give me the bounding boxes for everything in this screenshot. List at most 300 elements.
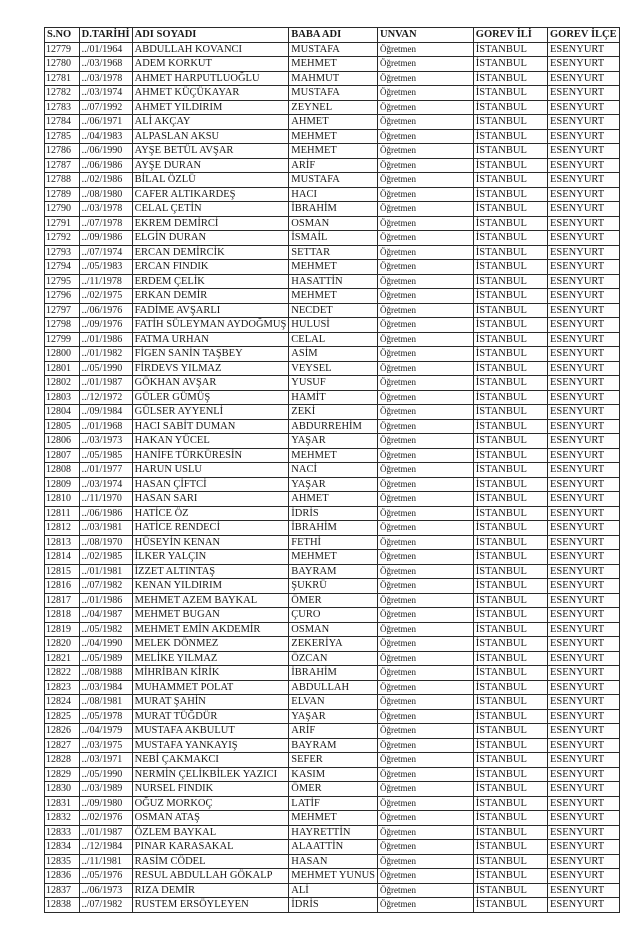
cell-birth-date: ../01/1981	[79, 564, 132, 579]
table-row	[45, 753, 620, 768]
cell-district: ESENYURT	[548, 42, 620, 57]
cell-sno: 12818	[45, 608, 80, 623]
cell-father-name: YAŞAR	[289, 709, 378, 724]
header-birth-date: D.TARİHİ	[79, 28, 132, 43]
cell-title: Öğretmen	[378, 448, 474, 463]
table-row	[45, 115, 620, 130]
cell-father-name: MEHMET YUNUS	[289, 869, 378, 884]
cell-district: ESENYURT	[548, 158, 620, 173]
cell-father-name: ARİF	[289, 158, 378, 173]
cell-province: İSTANBUL	[473, 187, 547, 202]
cell-birth-date: ../12/1972	[79, 390, 132, 405]
cell-province: İSTANBUL	[473, 216, 547, 231]
cell-title: Öğretmen	[378, 463, 474, 478]
cell-province: İSTANBUL	[473, 564, 547, 579]
table-row	[45, 738, 620, 753]
cell-sno: 12796	[45, 289, 80, 304]
cell-province: İSTANBUL	[473, 376, 547, 391]
cell-district: ESENYURT	[548, 709, 620, 724]
cell-sno: 12817	[45, 593, 80, 608]
cell-birth-date: ../02/1975	[79, 289, 132, 304]
cell-province: İSTANBUL	[473, 535, 547, 550]
cell-sno: 12784	[45, 115, 80, 130]
cell-province: İSTANBUL	[473, 332, 547, 347]
cell-father-name: YAŞAR	[289, 434, 378, 449]
cell-father-name: HAMİT	[289, 390, 378, 405]
table-row	[45, 173, 620, 188]
cell-title: Öğretmen	[378, 869, 474, 884]
cell-title: Öğretmen	[378, 564, 474, 579]
cell-title: Öğretmen	[378, 390, 474, 405]
cell-sno: 12799	[45, 332, 80, 347]
cell-district: ESENYURT	[548, 854, 620, 869]
cell-province: İSTANBUL	[473, 854, 547, 869]
cell-title: Öğretmen	[378, 71, 474, 86]
cell-birth-date: ../05/1983	[79, 260, 132, 275]
cell-birth-date: ../11/1978	[79, 274, 132, 289]
cell-province: İSTANBUL	[473, 57, 547, 72]
cell-sno: 12808	[45, 463, 80, 478]
cell-district: ESENYURT	[548, 550, 620, 565]
cell-birth-date: ../09/1976	[79, 318, 132, 333]
cell-birth-date: ../08/1981	[79, 695, 132, 710]
table-row	[45, 796, 620, 811]
cell-birth-date: ../07/1978	[79, 216, 132, 231]
cell-birth-date: ../02/1985	[79, 550, 132, 565]
cell-district: ESENYURT	[548, 405, 620, 420]
cell-father-name: MAHMUT	[289, 71, 378, 86]
cell-full-name: PINAR KARASAKAL	[132, 840, 289, 855]
cell-birth-date: ../03/1984	[79, 680, 132, 695]
header-full-name: ADI SOYADI	[132, 28, 289, 43]
cell-sno: 12833	[45, 825, 80, 840]
table-row	[45, 564, 620, 579]
cell-title: Öğretmen	[378, 303, 474, 318]
cell-birth-date: ../06/1976	[79, 303, 132, 318]
table-row	[45, 129, 620, 144]
table-row	[45, 709, 620, 724]
cell-province: İSTANBUL	[473, 405, 547, 420]
cell-full-name: GÜLER GÜMÜŞ	[132, 390, 289, 405]
cell-title: Öğretmen	[378, 753, 474, 768]
table-row	[45, 57, 620, 72]
cell-title: Öğretmen	[378, 782, 474, 797]
cell-father-name: OSMAN	[289, 216, 378, 231]
table-row	[45, 361, 620, 376]
cell-district: ESENYURT	[548, 216, 620, 231]
cell-province: İSTANBUL	[473, 825, 547, 840]
cell-full-name: HASAN SARI	[132, 492, 289, 507]
cell-birth-date: ../03/1973	[79, 434, 132, 449]
cell-sno: 12820	[45, 637, 80, 652]
cell-province: İSTANBUL	[473, 463, 547, 478]
cell-full-name: RUSTEM ERSÖYLEYEN	[132, 898, 289, 913]
cell-father-name: MUSTAFA	[289, 173, 378, 188]
cell-province: İSTANBUL	[473, 637, 547, 652]
cell-title: Öğretmen	[378, 289, 474, 304]
cell-sno: 12781	[45, 71, 80, 86]
cell-district: ESENYURT	[548, 883, 620, 898]
cell-title: Öğretmen	[378, 158, 474, 173]
cell-father-name: İBRAHİM	[289, 202, 378, 217]
cell-full-name: OSMAN ATAŞ	[132, 811, 289, 826]
cell-sno: 12792	[45, 231, 80, 246]
cell-sno: 12831	[45, 796, 80, 811]
cell-birth-date: ../09/1984	[79, 405, 132, 420]
cell-sno: 12822	[45, 666, 80, 681]
cell-title: Öğretmen	[378, 840, 474, 855]
cell-province: İSTANBUL	[473, 303, 547, 318]
cell-title: Öğretmen	[378, 419, 474, 434]
cell-birth-date: ../05/1976	[79, 869, 132, 884]
cell-birth-date: ../05/1985	[79, 448, 132, 463]
cell-father-name: MEHMET	[289, 57, 378, 72]
cell-birth-date: ../01/1977	[79, 463, 132, 478]
cell-title: Öğretmen	[378, 535, 474, 550]
cell-title: Öğretmen	[378, 361, 474, 376]
table-row	[45, 231, 620, 246]
cell-sno: 12821	[45, 651, 80, 666]
cell-father-name: VEYSEL	[289, 361, 378, 376]
table-row	[45, 666, 620, 681]
cell-father-name: ZEKİ	[289, 405, 378, 420]
cell-title: Öğretmen	[378, 187, 474, 202]
cell-province: İSTANBUL	[473, 724, 547, 739]
cell-title: Öğretmen	[378, 274, 474, 289]
cell-title: Öğretmen	[378, 202, 474, 217]
table-row	[45, 767, 620, 782]
cell-full-name: NERMİN ÇELİKBİLEK YAZICI	[132, 767, 289, 782]
cell-sno: 12825	[45, 709, 80, 724]
cell-province: İSTANBUL	[473, 753, 547, 768]
cell-full-name: MUHAMMET POLAT	[132, 680, 289, 695]
cell-district: ESENYURT	[548, 274, 620, 289]
cell-district: ESENYURT	[548, 622, 620, 637]
cell-district: ESENYURT	[548, 724, 620, 739]
cell-sno: 12823	[45, 680, 80, 695]
cell-province: İSTANBUL	[473, 738, 547, 753]
cell-district: ESENYURT	[548, 492, 620, 507]
cell-title: Öğretmen	[378, 883, 474, 898]
cell-sno: 12800	[45, 347, 80, 362]
cell-district: ESENYURT	[548, 506, 620, 521]
cell-full-name: MUSTAFA YANKAYIŞ	[132, 738, 289, 753]
cell-province: İSTANBUL	[473, 767, 547, 782]
cell-birth-date: ../08/1970	[79, 535, 132, 550]
cell-title: Öğretmen	[378, 622, 474, 637]
cell-sno: 12815	[45, 564, 80, 579]
cell-full-name: ALPASLAN AKSU	[132, 129, 289, 144]
cell-district: ESENYURT	[548, 463, 620, 478]
cell-sno: 12834	[45, 840, 80, 855]
cell-sno: 12816	[45, 579, 80, 594]
cell-father-name: NECDET	[289, 303, 378, 318]
cell-title: Öğretmen	[378, 477, 474, 492]
cell-birth-date: ../03/1981	[79, 521, 132, 536]
cell-province: İSTANBUL	[473, 492, 547, 507]
cell-father-name: MEHMET	[289, 550, 378, 565]
cell-province: İSTANBUL	[473, 202, 547, 217]
cell-title: Öğretmen	[378, 86, 474, 101]
cell-sno: 12794	[45, 260, 80, 275]
cell-sno: 12798	[45, 318, 80, 333]
cell-birth-date: ../07/1992	[79, 100, 132, 115]
cell-full-name: MEHMET EMİN AKDEMİR	[132, 622, 289, 637]
cell-sno: 12806	[45, 434, 80, 449]
cell-province: İSTANBUL	[473, 289, 547, 304]
cell-province: İSTANBUL	[473, 347, 547, 362]
cell-sno: 12779	[45, 42, 80, 57]
cell-father-name: YAŞAR	[289, 477, 378, 492]
cell-birth-date: ../02/1976	[79, 811, 132, 826]
cell-father-name: İDRİS	[289, 506, 378, 521]
cell-sno: 12787	[45, 158, 80, 173]
table-row	[45, 202, 620, 217]
cell-district: ESENYURT	[548, 289, 620, 304]
cell-birth-date: ../06/1990	[79, 144, 132, 159]
table-row	[45, 608, 620, 623]
cell-birth-date: ../03/1978	[79, 202, 132, 217]
cell-title: Öğretmen	[378, 434, 474, 449]
cell-province: İSTANBUL	[473, 796, 547, 811]
cell-sno: 12836	[45, 869, 80, 884]
cell-full-name: FATİH SÜLEYMAN AYDOĞMUŞ	[132, 318, 289, 333]
cell-province: İSTANBUL	[473, 448, 547, 463]
table-row	[45, 477, 620, 492]
cell-district: ESENYURT	[548, 390, 620, 405]
table-row	[45, 71, 620, 86]
cell-district: ESENYURT	[548, 680, 620, 695]
cell-province: İSTANBUL	[473, 419, 547, 434]
table-row	[45, 245, 620, 260]
cell-full-name: GÖKHAN AVŞAR	[132, 376, 289, 391]
cell-sno: 12835	[45, 854, 80, 869]
cell-father-name: HULUSİ	[289, 318, 378, 333]
cell-province: İSTANBUL	[473, 260, 547, 275]
cell-sno: 12829	[45, 767, 80, 782]
cell-province: İSTANBUL	[473, 709, 547, 724]
cell-full-name: AYŞE DURAN	[132, 158, 289, 173]
table-row	[45, 100, 620, 115]
cell-full-name: HACI SABİT DUMAN	[132, 419, 289, 434]
cell-father-name: BAYRAM	[289, 738, 378, 753]
cell-birth-date: ../01/1964	[79, 42, 132, 57]
cell-title: Öğretmen	[378, 898, 474, 913]
cell-full-name: CAFER ALTIKARDEŞ	[132, 187, 289, 202]
cell-district: ESENYURT	[548, 86, 620, 101]
cell-birth-date: ../03/1975	[79, 738, 132, 753]
cell-full-name: OĞUZ MORKOÇ	[132, 796, 289, 811]
table-row	[45, 898, 620, 913]
cell-full-name: HARUN USLU	[132, 463, 289, 478]
cell-full-name: AHMET HARPUTLUOĞLU	[132, 71, 289, 86]
cell-title: Öğretmen	[378, 347, 474, 362]
cell-province: İSTANBUL	[473, 898, 547, 913]
cell-district: ESENYURT	[548, 245, 620, 260]
cell-district: ESENYURT	[548, 811, 620, 826]
cell-father-name: ÇURO	[289, 608, 378, 623]
cell-full-name: MİHRİBAN KİRİK	[132, 666, 289, 681]
cell-full-name: FİGEN SANİN TAŞBEY	[132, 347, 289, 362]
cell-full-name: KENAN YILDIRIM	[132, 579, 289, 594]
cell-birth-date: ../04/1987	[79, 608, 132, 623]
cell-sno: 12807	[45, 448, 80, 463]
cell-sno: 12793	[45, 245, 80, 260]
table-row	[45, 434, 620, 449]
cell-title: Öğretmen	[378, 724, 474, 739]
cell-father-name: ZEKERİYA	[289, 637, 378, 652]
cell-province: İSTANBUL	[473, 840, 547, 855]
cell-district: ESENYURT	[548, 376, 620, 391]
cell-province: İSTANBUL	[473, 608, 547, 623]
cell-district: ESENYURT	[548, 260, 620, 275]
cell-birth-date: ../12/1984	[79, 840, 132, 855]
cell-title: Öğretmen	[378, 709, 474, 724]
cell-province: İSTANBUL	[473, 666, 547, 681]
cell-title: Öğretmen	[378, 637, 474, 652]
cell-title: Öğretmen	[378, 129, 474, 144]
cell-birth-date: ../03/1974	[79, 477, 132, 492]
header-district: GOREV İLÇE	[548, 28, 620, 43]
cell-sno: 12805	[45, 419, 80, 434]
table-row	[45, 521, 620, 536]
cell-birth-date: ../07/1982	[79, 579, 132, 594]
table-row	[45, 579, 620, 594]
cell-province: İSTANBUL	[473, 173, 547, 188]
cell-title: Öğretmen	[378, 376, 474, 391]
cell-district: ESENYURT	[548, 434, 620, 449]
cell-district: ESENYURT	[548, 796, 620, 811]
cell-sno: 12797	[45, 303, 80, 318]
table-row	[45, 550, 620, 565]
table-row	[45, 216, 620, 231]
cell-province: İSTANBUL	[473, 869, 547, 884]
cell-birth-date: ../05/1990	[79, 361, 132, 376]
cell-district: ESENYURT	[548, 840, 620, 855]
cell-father-name: MUSTAFA	[289, 86, 378, 101]
cell-sno: 12826	[45, 724, 80, 739]
cell-father-name: SEFER	[289, 753, 378, 768]
cell-province: İSTANBUL	[473, 651, 547, 666]
cell-district: ESENYURT	[548, 767, 620, 782]
cell-father-name: ZEYNEL	[289, 100, 378, 115]
cell-full-name: ELGİN DURAN	[132, 231, 289, 246]
cell-title: Öğretmen	[378, 245, 474, 260]
header-title: UNVAN	[378, 28, 474, 43]
cell-birth-date: ../07/1974	[79, 245, 132, 260]
cell-birth-date: ../09/1980	[79, 796, 132, 811]
cell-birth-date: ../01/1968	[79, 419, 132, 434]
cell-sno: 12827	[45, 738, 80, 753]
cell-district: ESENYURT	[548, 782, 620, 797]
cell-title: Öğretmen	[378, 767, 474, 782]
cell-full-name: MURAT ŞAHİN	[132, 695, 289, 710]
cell-father-name: ALİ	[289, 883, 378, 898]
cell-full-name: RASİM CÖDEL	[132, 854, 289, 869]
cell-full-name: MURAT TÜĞDÜR	[132, 709, 289, 724]
cell-father-name: İBRAHİM	[289, 666, 378, 681]
cell-birth-date: ../08/1988	[79, 666, 132, 681]
cell-title: Öğretmen	[378, 521, 474, 536]
cell-province: İSTANBUL	[473, 477, 547, 492]
cell-birth-date: ../03/1978	[79, 71, 132, 86]
cell-father-name: SETTAR	[289, 245, 378, 260]
cell-province: İSTANBUL	[473, 695, 547, 710]
table-row	[45, 463, 620, 478]
cell-sno: 12838	[45, 898, 80, 913]
cell-birth-date: ../04/1983	[79, 129, 132, 144]
cell-father-name: AHMET	[289, 115, 378, 130]
cell-district: ESENYURT	[548, 144, 620, 159]
cell-province: İSTANBUL	[473, 42, 547, 57]
table-row	[45, 390, 620, 405]
cell-birth-date: ../05/1990	[79, 767, 132, 782]
cell-birth-date: ../03/1989	[79, 782, 132, 797]
cell-full-name: HAKAN YÜCEL	[132, 434, 289, 449]
cell-birth-date: ../06/1973	[79, 883, 132, 898]
cell-sno: 12830	[45, 782, 80, 797]
cell-father-name: HAYRETTİN	[289, 825, 378, 840]
staff-table	[44, 27, 620, 913]
cell-full-name: İLKER YALÇIN	[132, 550, 289, 565]
cell-province: İSTANBUL	[473, 100, 547, 115]
cell-sno: 12837	[45, 883, 80, 898]
cell-full-name: HATİCE RENDECİ	[132, 521, 289, 536]
cell-title: Öğretmen	[378, 666, 474, 681]
cell-birth-date: ../01/1987	[79, 376, 132, 391]
table-row	[45, 695, 620, 710]
cell-sno: 12809	[45, 477, 80, 492]
cell-full-name: ALİ AKÇAY	[132, 115, 289, 130]
cell-district: ESENYURT	[548, 347, 620, 362]
cell-full-name: RESUL ABDULLAH GÖKALP	[132, 869, 289, 884]
cell-sno: 12804	[45, 405, 80, 420]
cell-title: Öğretmen	[378, 593, 474, 608]
cell-title: Öğretmen	[378, 854, 474, 869]
cell-district: ESENYURT	[548, 303, 620, 318]
cell-sno: 12810	[45, 492, 80, 507]
cell-full-name: AYŞE BETÜL AVŞAR	[132, 144, 289, 159]
cell-birth-date: ../05/1978	[79, 709, 132, 724]
table-row	[45, 448, 620, 463]
cell-province: İSTANBUL	[473, 883, 547, 898]
cell-title: Öğretmen	[378, 738, 474, 753]
cell-district: ESENYURT	[548, 869, 620, 884]
cell-district: ESENYURT	[548, 593, 620, 608]
cell-district: ESENYURT	[548, 57, 620, 72]
cell-father-name: MEHMET	[289, 129, 378, 144]
cell-full-name: BİLAL ÖZLÜ	[132, 173, 289, 188]
cell-district: ESENYURT	[548, 231, 620, 246]
table-row	[45, 637, 620, 652]
cell-province: İSTANBUL	[473, 782, 547, 797]
cell-father-name: CELAL	[289, 332, 378, 347]
cell-full-name: ERCAN FINDIK	[132, 260, 289, 275]
cell-father-name: MEHMET	[289, 260, 378, 275]
cell-title: Öğretmen	[378, 216, 474, 231]
table-row	[45, 651, 620, 666]
cell-full-name: NEBİ ÇAKMAKCI	[132, 753, 289, 768]
table-row	[45, 86, 620, 101]
cell-district: ESENYURT	[548, 318, 620, 333]
table-row	[45, 347, 620, 362]
cell-district: ESENYURT	[548, 753, 620, 768]
cell-full-name: HANİFE TÜRKÜRESİN	[132, 448, 289, 463]
cell-sno: 12786	[45, 144, 80, 159]
cell-province: İSTANBUL	[473, 593, 547, 608]
cell-district: ESENYURT	[548, 666, 620, 681]
cell-title: Öğretmen	[378, 492, 474, 507]
